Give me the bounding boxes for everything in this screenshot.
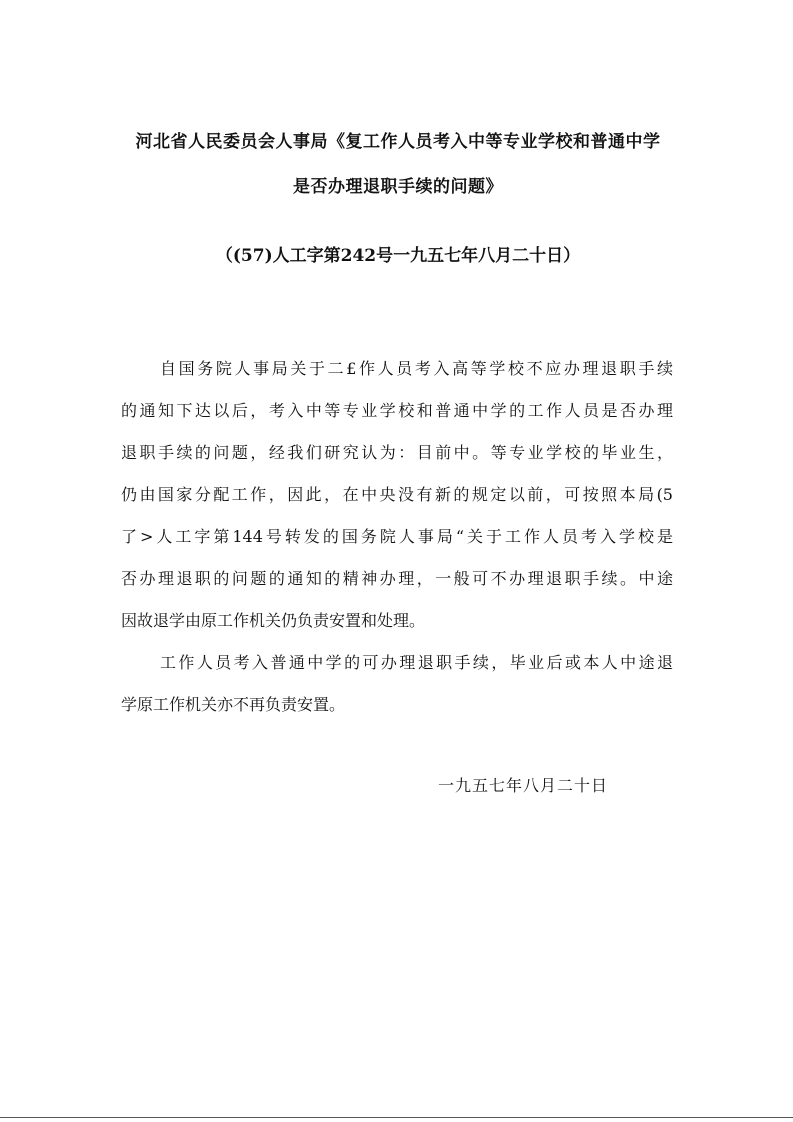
paragraph-1-line: 自国务院人事局关于二£作人员考入高等学校不应办理退职手续 [160, 359, 673, 378]
document-number: （(57)人工字第242号一九五七年八月二十日） [215, 246, 581, 266]
paragraph-1-line: 退职手续的问题，经我们研究认为：目前中。等专业学校的毕业生， [121, 443, 673, 462]
paragraph-1-line: 了>人工字第144号转发的国务院人事局“关于工作人员考入学校是 [121, 527, 673, 546]
signature-date: 一九五七年八月二十日 [438, 776, 609, 795]
document-title-line-2: 是否办理退职手续的问题》 [293, 177, 503, 197]
page-bottom-divider [0, 1117, 793, 1118]
paragraph-1-line: 否办理退职的问题的通知的精神办理，一般可不办理退职手续。中途 [121, 569, 673, 588]
paragraph-2-line: 学原工作机关亦不再负责安置。 [121, 695, 346, 714]
paragraph-1-line: 因故退学由原工作机关仍负责安置和处理。 [121, 611, 426, 630]
paragraph-1-line: 仍由国家分配工作，因此，在中央没有新的规定以前，可按照本局(5 [121, 485, 673, 504]
paragraph-2-line: 工作人员考入普通中学的可办理退职手续，毕业后或本人中途退 [160, 653, 673, 672]
document-title-line-1: 河北省人民委员会人事局《复工作人员考入中等专业学校和普通中学 [135, 132, 661, 152]
paragraph-1-line: 的通知下达以后，考入中等专业学校和普通中学的工作人员是否办理 [121, 401, 673, 420]
